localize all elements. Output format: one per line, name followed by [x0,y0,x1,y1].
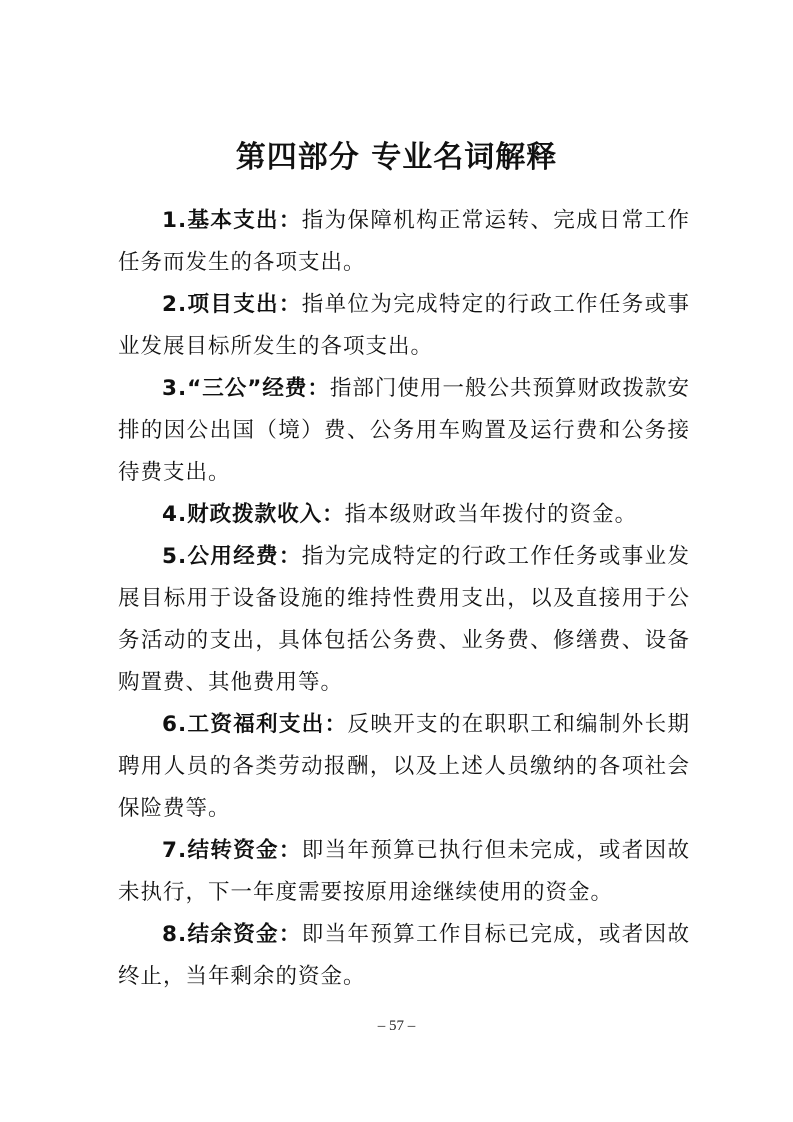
term-definition: 反映开支的在职职工和编制外长期聘用人员的各类劳动报酬，以及上述人员缴纳的各项社会保险费等。 [118,712,690,821]
term-definition: 即当年预算工作目标已完成，或者因故终止，当年剩余的资金。 [118,922,690,989]
glossary-item-project-expenditure [118,284,690,368]
term-label: 6.工资福利支出： [162,712,348,737]
term-definition: 指为保障机构正常运转、完成日常工作任务而发生的各项支出。 [118,208,690,275]
term-definition: 指部门使用一般公共预算财政拨款安排的因公出国（境）费、公务用车购置及运行费和公务接待费支出。 [118,376,690,485]
term-label: 8.结余资金： [162,922,302,947]
term-definition: 即当年预算已执行但未完成，或者因故未执行，下一年度需要按原用途继续使用的资金。 [118,838,690,905]
term-label: 2.项目支出： [162,292,302,317]
glossary-item-three-public-expenses [118,368,690,494]
term-definition: 指本级财政当年拨付的资金。 [344,502,638,527]
term-label: 7.结转资金： [162,838,302,863]
glossary-body [118,200,690,998]
glossary-item-wage-welfare-expenditure [118,704,690,830]
term-definition: 指单位为完成特定的行政工作任务或事业发展目标所发生的各项支出。 [118,292,690,359]
glossary-item-public-funds [118,536,690,704]
term-label: 1.基本支出： [162,208,302,233]
glossary-item-basic-expenditure [118,200,690,284]
term-label: 5.公用经费： [162,544,302,569]
term-label: 3.“三公”经费： [162,376,330,401]
glossary-item-fiscal-appropriation-income [118,494,690,536]
glossary-item-carryover-funds [118,830,690,914]
section-title: 第四部分 专业名词解释 [235,140,558,175]
term-label: 4.财政拨款收入： [162,502,345,527]
page-number: – 57 – [377,1018,416,1034]
term-definition: 指为完成特定的行政工作任务或事业发展目标用于设备设施的维持性费用支出，以及直接用于公务活动的支出，具体包括公务费、业务费、修缮费、设备购置费、其他费用等。 [118,544,690,695]
glossary-item-surplus-funds [118,914,690,998]
